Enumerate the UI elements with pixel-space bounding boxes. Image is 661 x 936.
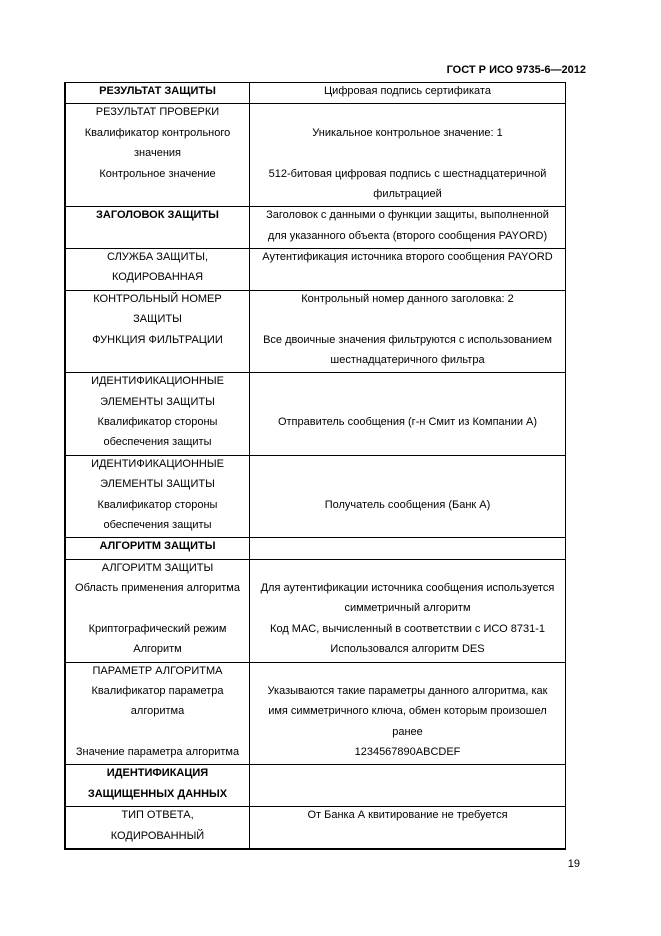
element-value-line: Отправитель сообщения (г-н Смит из Компании А) — [277, 416, 538, 428]
element-name-cell — [66, 538, 250, 558]
element-name-cell — [66, 125, 250, 166]
element-name-cell — [66, 166, 250, 207]
table-entry — [66, 83, 565, 103]
element-value-cell — [250, 744, 565, 764]
element-value-line: Контрольный номер данного заголовка: 2 — [301, 292, 514, 305]
element-value-cell — [250, 83, 565, 103]
element-value-line: Все двоичные значения фильтруются с использованием — [263, 333, 552, 346]
element-value-cell — [250, 332, 565, 373]
element-name-cell — [66, 497, 250, 538]
table-entry — [66, 538, 565, 558]
table-entry — [66, 641, 565, 661]
element-name-line: Квалификатор стороны — [97, 498, 218, 511]
element-name-cell — [66, 744, 250, 764]
table-entry — [66, 560, 565, 580]
element-value-line: Заголовок с данными о функции защиты, выполненной — [266, 209, 549, 222]
element-name-cell — [66, 207, 250, 248]
element-name-cell — [66, 663, 250, 683]
element-value-cell — [250, 765, 565, 806]
standard-designation: ГОСТ Р ИСО 9735-6—2012 — [446, 64, 586, 76]
element-value-line: имя симметричного ключа, обмен которым произошел — [268, 705, 547, 718]
page-number: 19 — [567, 858, 580, 870]
element-name-line: ЭЛЕМЕНТЫ ЗАЩИТЫ — [100, 395, 215, 408]
element-row — [66, 456, 565, 539]
element-row — [66, 807, 565, 848]
table-entry — [66, 207, 565, 248]
element-name-cell — [66, 621, 250, 641]
element-name-line: РЕЗУЛЬТАТ ЗАЩИТЫ — [99, 85, 216, 97]
element-value-cell — [250, 373, 565, 414]
element-value-line: 1234567890ABCDEF — [354, 746, 461, 758]
table-entry — [66, 125, 565, 166]
table-entry — [66, 621, 565, 641]
element-value-cell — [250, 560, 565, 580]
element-row — [66, 249, 565, 291]
element-name-line: ЭЛЕМЕНТЫ ЗАЩИТЫ — [100, 478, 215, 491]
element-name-line: АЛГОРИТМ ЗАЩИТЫ — [99, 540, 216, 553]
element-name-cell — [66, 332, 250, 373]
element-value-line: ранее — [392, 725, 423, 738]
element-row — [66, 104, 565, 207]
element-value-cell — [250, 807, 565, 848]
element-name-cell — [66, 249, 250, 290]
element-name-line: ИДЕНТИФИКАЦИЯ — [106, 767, 209, 780]
table-entry — [66, 765, 565, 806]
element-name-line: Квалификатор стороны — [97, 416, 218, 428]
element-name-line: СЛУЖБА ЗАЩИТЫ, — [106, 251, 209, 263]
element-name-line: обеспечения защиты — [103, 436, 212, 449]
element-value-line: 512-битовая цифровая подпись с шестнадцатеричной — [268, 167, 547, 180]
segment-row — [66, 83, 565, 104]
element-name-line: ЗАГОЛОВОК ЗАЩИТЫ — [96, 209, 219, 222]
element-name-cell — [66, 414, 250, 455]
element-row — [66, 291, 565, 374]
table-entry — [66, 663, 565, 683]
table-entry — [66, 497, 565, 538]
element-value-cell — [250, 538, 565, 558]
element-value-cell — [250, 249, 565, 290]
element-value-line: Указываются такие параметры данного алгоритма, как — [267, 684, 548, 697]
element-value-line: Код MAC, вычисленный в соответствии с ИСО 8731-1 — [270, 622, 545, 635]
element-value-cell — [250, 663, 565, 683]
element-value-line: Получатель сообщения (Банк А) — [324, 498, 491, 511]
element-row — [66, 373, 565, 456]
element-value-line: Аутентификация источника второго сообщения PAYORD — [262, 251, 553, 263]
element-value-cell — [250, 683, 565, 744]
element-value-line: Использовался алгоритм DES — [330, 643, 485, 656]
element-name-line: Квалификатор контрольного — [84, 126, 231, 139]
element-value-cell — [250, 456, 565, 497]
element-name-line: ИДЕНТИФИКАЦИОННЫЕ — [91, 375, 224, 388]
element-name-line: Контрольное значение — [99, 167, 216, 180]
element-value-cell — [250, 580, 565, 621]
element-value-cell — [250, 291, 565, 332]
table-entry — [66, 373, 565, 414]
element-name-cell — [66, 83, 250, 103]
element-name-line: обеспечения защиты — [103, 518, 212, 531]
element-value-line: Уникальное контрольное значение: 1 — [312, 126, 503, 139]
element-name-line: Значение параметра алгоритма — [75, 746, 240, 758]
segment-row — [66, 765, 565, 807]
segment-table — [64, 82, 566, 850]
table-entry — [66, 249, 565, 290]
element-value-cell — [250, 104, 565, 124]
element-value-cell — [250, 166, 565, 207]
table-entry — [66, 807, 565, 848]
element-value-cell — [250, 207, 565, 248]
element-name-line: ТИП ОТВЕТА, — [121, 809, 194, 822]
table-entry — [66, 456, 565, 497]
element-name-line: КОДИРОВАННАЯ — [111, 271, 204, 284]
element-name-cell — [66, 291, 250, 332]
element-value-cell — [250, 497, 565, 538]
element-name-cell — [66, 373, 250, 414]
element-value-line: шестнадцатеричного фильтра — [330, 353, 485, 366]
segment-row — [66, 207, 565, 249]
element-name-line: Алгоритм — [133, 643, 182, 656]
segment-row — [66, 538, 565, 559]
table-entry — [66, 291, 565, 332]
element-name-line: ПАРАМЕТР АЛГОРИТМА — [92, 664, 223, 677]
element-value-line: Цифровая подпись сертификата — [324, 85, 491, 97]
element-value-cell — [250, 621, 565, 641]
element-value-line: симметричный алгоритм — [344, 602, 471, 615]
element-name-cell — [66, 580, 250, 621]
element-name-line: алгоритма — [130, 705, 185, 718]
element-row — [66, 663, 565, 766]
element-value-cell — [250, 125, 565, 166]
element-value-line: для указанного объекта (второго сообщения PAYORD) — [267, 229, 548, 242]
element-name-line: ЗАЩИЩЕННЫХ ДАННЫХ — [87, 787, 228, 800]
element-name-cell — [66, 807, 250, 848]
table-entry — [66, 166, 565, 207]
element-name-line: АЛГОРИТМ ЗАЩИТЫ — [101, 561, 214, 574]
table-entry — [66, 683, 565, 744]
element-name-cell — [66, 765, 250, 806]
element-row — [66, 560, 565, 663]
element-name-cell — [66, 456, 250, 497]
element-name-cell — [66, 560, 250, 580]
element-value-cell — [250, 641, 565, 661]
element-name-cell — [66, 104, 250, 124]
element-name-line: КОДИРОВАННЫЙ — [110, 829, 205, 842]
element-value-line: От Банка А квитирование не требуется — [307, 809, 508, 822]
element-name-line: КОНТРОЛЬНЫЙ НОМЕР — [93, 292, 222, 305]
element-name-line: Квалификатор параметра — [91, 684, 224, 697]
element-name-line: ЗАЩИТЫ — [133, 313, 182, 326]
element-value-line: Для аутентификации источника сообщения используется — [260, 582, 555, 594]
element-name-line: ФУНКЦИЯ ФИЛЬТРАЦИИ — [92, 333, 223, 346]
table-entry — [66, 332, 565, 373]
table-entry — [66, 104, 565, 124]
element-name-line: РЕЗУЛЬТАТ ПРОВЕРКИ — [95, 106, 220, 119]
element-value-cell — [250, 414, 565, 455]
element-value-line: фильтрацией — [373, 187, 442, 200]
element-name-cell — [66, 683, 250, 744]
element-name-line: Область применения алгоритма — [75, 582, 240, 594]
element-name-cell — [66, 641, 250, 661]
table-entry — [66, 414, 565, 455]
element-name-line: значения — [133, 147, 182, 160]
element-name-line: Криптографический режим — [88, 622, 227, 635]
element-name-line: ИДЕНТИФИКАЦИОННЫЕ — [91, 457, 224, 470]
table-entry — [66, 744, 565, 764]
table-entry — [66, 580, 565, 621]
